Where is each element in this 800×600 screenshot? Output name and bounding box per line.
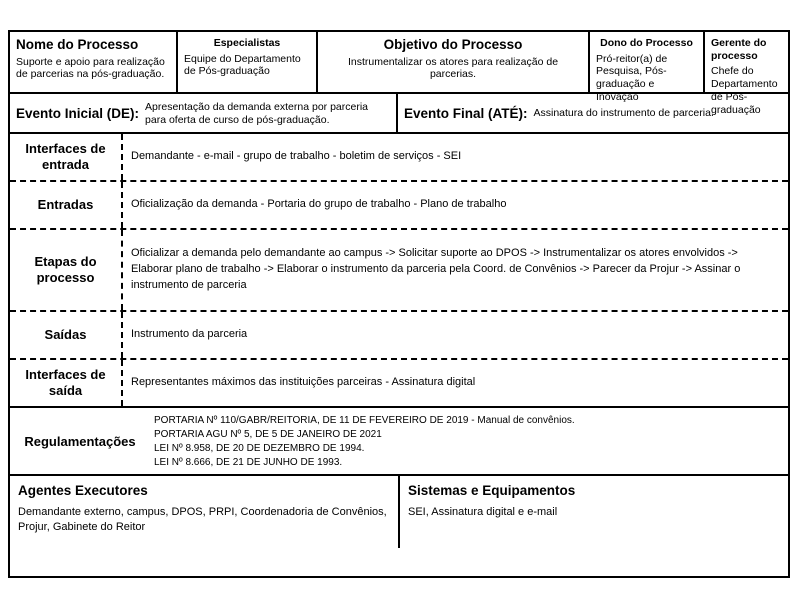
header-gerente-value: Chefe do Departamento de Pós-graduação (711, 65, 778, 116)
regulamentacoes-list (150, 408, 788, 474)
entradas-value: Oficialização da demanda - Portaria do grupo de trabalho - Plano de trabalho (131, 198, 507, 211)
header-objetivo-cell (318, 32, 590, 92)
row-bottom (10, 476, 788, 548)
row-entradas (10, 182, 788, 230)
regulamentacao-item: PORTARIA Nº 110/GABR/REITORIA, DE 11 DE FEVEREIRO DE 2019 - Manual de convênios. (154, 415, 575, 427)
evento-inicial-label: Evento Inicial (DE): (16, 106, 140, 121)
evento-final-cell (398, 94, 788, 132)
row-interfaces-saida (10, 360, 788, 408)
row-interfaces-entrada (10, 134, 788, 182)
header-gerente-label: Gerente do processo (711, 37, 767, 62)
sistemas-equipamentos-cell (400, 476, 788, 548)
agentes-executores-cell (10, 476, 400, 548)
etapas-value: Oficializar a demanda pelo demandante ao campus -> Solicitar suporte ao DPOS -> Instrumentalizar os atores envolvidos -> Elaborar plano de trabalho -> Elaborar o instrumento da parceria pela Coord. de Convênios -> Parecer da Projur -> Assinar o instrumento de parceria (131, 247, 741, 291)
regulamentacao-item: LEI Nº 8.666, DE 21 DE JUNHO DE 1993. (154, 456, 343, 468)
entradas-label: Entradas (10, 182, 123, 228)
agentes-executores-value: Demandante externo, campus, DPOS, PRPI, Coordenadoria de Convênios, Projur, Gabinete do Reitor (18, 506, 387, 534)
saidas-label: Saídas (10, 312, 123, 358)
header-nome-processo-cell (10, 32, 178, 92)
evento-final-label: Evento Final (ATÉ): (404, 106, 528, 121)
header-especialistas-cell (178, 32, 318, 92)
saidas-value: Instrumento da parceria (131, 328, 248, 341)
sistemas-equipamentos-value: SEI, Assinatura digital e e-mail (408, 506, 558, 519)
evento-inicial-value: Apresentação da demanda externa por parceria para oferta de curso de pós-graduação. (145, 100, 369, 126)
interfaces-saida-label: Interfaces de saída (10, 360, 123, 406)
header-objetivo-value: Instrumentalizar os atores para realização de parcerias. (347, 55, 559, 81)
header-dono-value: Pró-reitor(a) de Pesquisa, Pós-graduação e Inovação (596, 52, 668, 103)
row-saidas (10, 312, 788, 360)
regulamentacao-item: PORTARIA AGU Nº 5, DE 5 DE JANEIRO DE 2021 (154, 429, 382, 441)
evento-final-value: Assinatura do instrumento de parceria. (533, 107, 714, 120)
header-dono-cell (590, 32, 705, 103)
interfaces-entrada-value: Demandante - e-mail - grupo de trabalho - boletim de serviços - SEI (131, 150, 462, 163)
interfaces-entrada-label: Interfaces de entrada (10, 134, 123, 180)
row-regulamentacoes (10, 408, 788, 476)
etapas-label: Etapas do processo (10, 230, 123, 310)
header-objetivo-label: Objetivo do Processo (383, 37, 523, 52)
sistemas-equipamentos-label: Sistemas e Equipamentos (408, 483, 576, 498)
evento-inicial-cell (10, 94, 398, 132)
header-dono-label: Dono do Processo (600, 37, 693, 49)
agentes-executores-label: Agentes Executores (18, 483, 148, 498)
header-especialistas-label: Especialistas (213, 37, 281, 49)
row-etapas (10, 230, 788, 312)
header-nome-processo-value: Suporte e apoio para realização de parcerias na pós-graduação. (16, 55, 165, 81)
regulamentacoes-label: Regulamentações (24, 433, 136, 449)
header-especialistas-value: Equipe do Departamento de Pós-graduação (184, 52, 301, 78)
interfaces-saida-value: Representantes máximos das instituições parceiras - Assinatura digital (131, 376, 476, 389)
regulamentacao-item: LEI Nº 8.958, DE 20 DE DEZEMBRO DE 1994. (154, 443, 365, 454)
process-sheet (8, 30, 790, 578)
header-gerente-cell (705, 32, 788, 116)
header-nome-processo-label: Nome do Processo (16, 37, 139, 52)
evento-row (10, 94, 788, 134)
